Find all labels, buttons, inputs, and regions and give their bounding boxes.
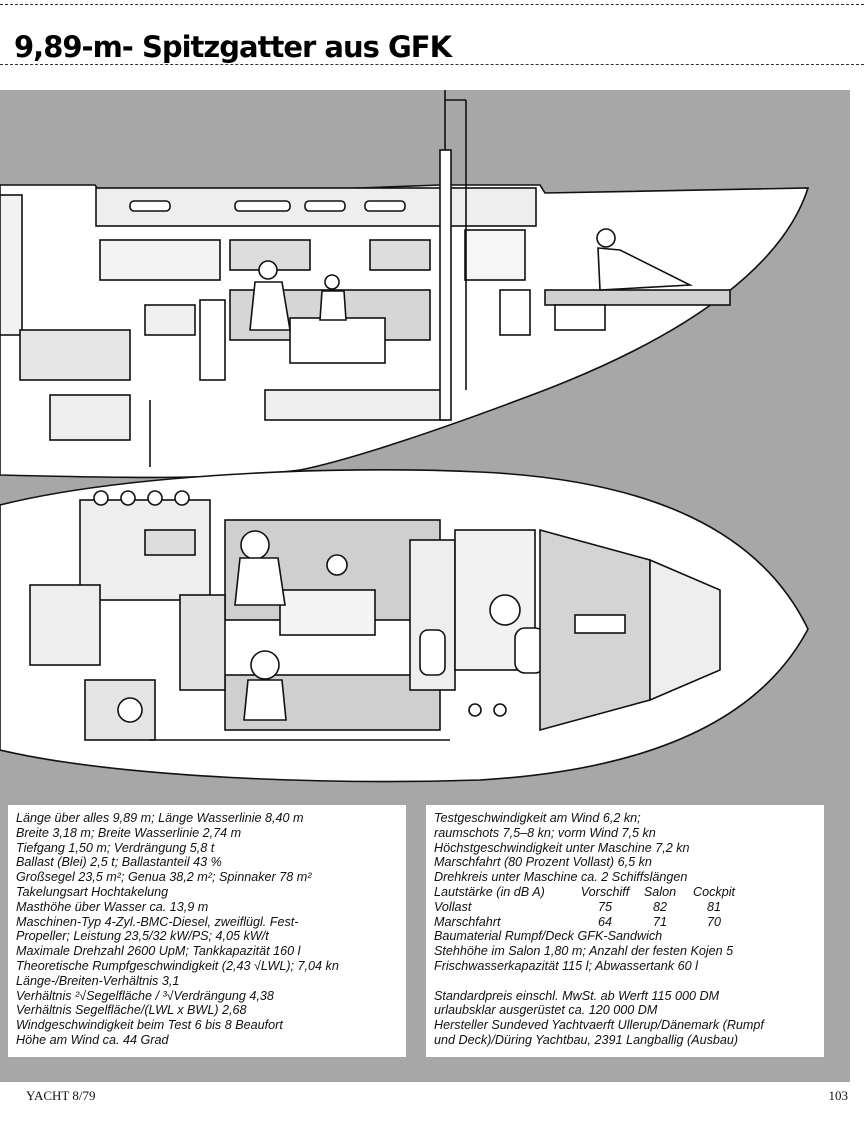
footer-page-number: 103 — [828, 1088, 848, 1103]
noise-table — [434, 885, 824, 929]
noise-table-cell: Marschfahrt — [434, 914, 501, 929]
yacht-illustration — [0, 90, 850, 812]
spec-line: Höhe am Wind ca. 44 Grad — [16, 1032, 169, 1047]
page-title: 9,89-m- Spitzgatter aus GFK — [14, 30, 452, 64]
spacer — [434, 974, 824, 989]
noise-table-header: Lautstärke (in dB A) — [434, 884, 545, 899]
spec-line: Verhältnis Segelfläche/(LWL x BWL) 2,68 — [16, 1003, 247, 1018]
side-profile-drawing — [0, 90, 808, 477]
noise-table-cell: 64 — [597, 914, 612, 929]
spec-line: Verhältnis ²√Segelfläche / ³√Verdrängung 4,38 — [16, 988, 274, 1003]
spec-line: Drehkreis unter Maschine ca. 2 Schiffslängen — [434, 870, 688, 885]
spec-line: Maximale Drehzahl 2600 UpM; Tankkapazität 160 l — [16, 944, 301, 959]
spec-line: Windgeschwindigkeit beim Test 6 bis 8 Beaufort — [16, 1018, 283, 1033]
spec-line: Höchstgeschwindigkeit unter Maschine 7,2 kn — [434, 840, 690, 855]
spec-line: Tiefgang 1,50 m; Verdrängung 5,8 t — [16, 840, 215, 855]
spec-line: Stehhöhe im Salon 1,80 m; Anzahl der festen Kojen 5 — [434, 944, 734, 959]
title-dashed-rule — [0, 64, 864, 65]
spec-line: raumschots 7,5–8 kn; vorm Wind 7,5 kn — [434, 825, 656, 840]
spec-line: Länge über alles 9,89 m; Länge Wasserlinie 8,40 m — [16, 811, 304, 825]
specs-left-box — [8, 805, 406, 1057]
noise-table-cell: 82 — [652, 899, 667, 914]
spec-line: und Deck)/Düring Yachtbau, 2391 Langballig (Ausbau) — [434, 1032, 739, 1047]
spec-line: Marschfahrt (80 Prozent Vollast) 6,5 kn — [434, 855, 652, 870]
noise-table-cell: Vollast — [434, 899, 472, 914]
footer-magazine-issue: YACHT 8/79 — [26, 1088, 96, 1103]
spec-line: Propeller; Leistung 23,5/32 kW/PS; 4,05 kW/t — [16, 929, 269, 944]
specs-right-box — [426, 805, 824, 1057]
noise-table-cell: 81 — [706, 899, 721, 914]
spec-line: Großsegel 23,5 m²; Genua 38,2 m²; Spinnaker 78 m² — [16, 870, 312, 885]
spec-line: Maschinen-Typ 4-Zyl.-BMC-Diesel, zweiflügl. Fest- — [16, 914, 299, 929]
noise-table-cell: 71 — [652, 914, 667, 929]
spec-line: urlaubsklar ausgerüstet ca. 120 000 DM — [434, 1003, 658, 1018]
noise-table-header: Salon — [643, 884, 677, 899]
noise-table-cell: 70 — [706, 914, 721, 929]
spec-line: Testgeschwindigkeit am Wind 6,2 kn; — [434, 811, 641, 825]
deck-plan-drawing — [0, 470, 808, 782]
spec-line: Theoretische Rumpfgeschwindigkeit (2,43 √LWL); 7,04 kn — [16, 958, 339, 973]
noise-table-header: Cockpit — [693, 884, 735, 899]
spec-line: Takelungsart Hochtakelung — [16, 884, 169, 899]
top-dashed-rule — [0, 4, 864, 5]
noise-table-header: Vorschiff — [580, 884, 630, 899]
spec-line: Standardpreis einschl. MwSt. ab Werft 115 000 DM — [434, 988, 720, 1003]
spec-line: Baumaterial Rumpf/Deck GFK-Sandwich — [434, 929, 663, 944]
spec-line: Breite 3,18 m; Breite Wasserlinie 2,74 m — [16, 825, 242, 840]
noise-table-cell: 75 — [597, 899, 612, 914]
spec-line: Länge-/Breiten-Verhältnis 3,1 — [16, 973, 180, 988]
spec-line: Ballast (Blei) 2,5 t; Ballastanteil 43 % — [16, 855, 222, 870]
spec-line: Hersteller Sundeved Yachtvaerft Ullerup/Dänemark (Rumpf — [434, 1018, 764, 1033]
spec-line: Masthöhe über Wasser ca. 13,9 m — [16, 899, 209, 914]
spec-line: Frischwasserkapazität 115 l; Abwassertank 60 l — [434, 958, 698, 973]
